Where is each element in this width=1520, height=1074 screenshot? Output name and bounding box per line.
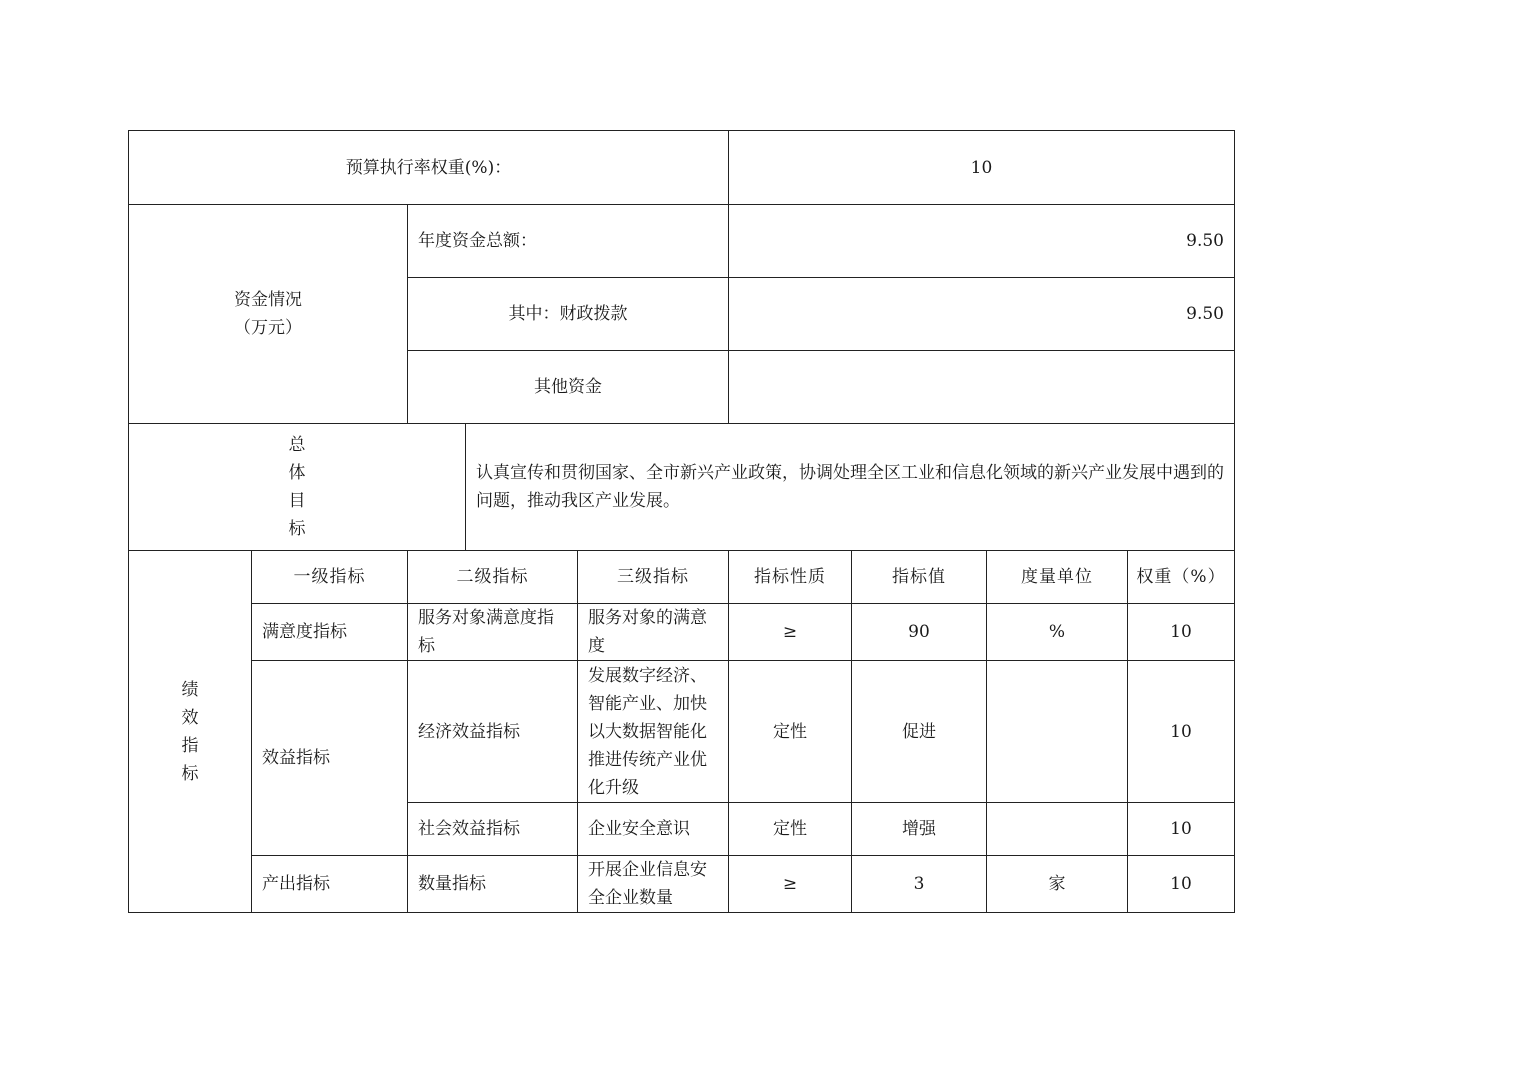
nature-cell: ≥ [729,856,852,913]
goal-label-char: 标 [288,519,306,539]
funds-label: 资金情况 [234,290,302,310]
level3-cell: 服务对象的满意度 [578,604,729,661]
nature-cell: 定性 [729,803,852,856]
goal-text-cell [466,424,1235,551]
unit-cell: 家 [987,856,1128,913]
budget-label: 预算执行率权重(%)： [345,157,512,178]
header-value: 指标值 [852,551,987,604]
funds-other-label: 其他资金 [534,377,602,397]
level2-cell: 服务对象满意度指标 [408,604,578,661]
level2-cell: 社会效益指标 [408,803,578,856]
funds-fiscal-label: 其中：财政拨款 [508,304,628,324]
level1-cell: 产出指标 [252,856,408,913]
header-level2: 二级指标 [408,551,578,604]
weight-cell: 10 [1128,803,1235,856]
indicators-label-char: 标 [181,763,199,784]
level3-cell: 开展企业信息安全企业数量 [578,856,729,913]
indicators-label-char: 效 [181,707,199,728]
unit-cell: % [987,604,1128,661]
goal-text: 认真宣传和贯彻国家、全市新兴产业政策，协调处理全区工业和信息化领域的新兴产业发展中遇到的问题，推动我区产业发展。 [476,463,1224,511]
funds-fiscal-label-cell [408,278,729,351]
nature-cell: ≥ [729,604,852,661]
goal-label-char: 总 [288,435,306,455]
level3-cell: 发展数字经济、智能产业、加快以大数据智能化推进传统产业优化升级 [578,661,729,803]
header-nature: 指标性质 [729,551,852,604]
funds-total-value-cell [729,205,1235,278]
level2-cell: 数量指标 [408,856,578,913]
value-cell: 3 [852,856,987,913]
header-level1: 一级指标 [252,551,408,604]
indicators-label-char: 绩 [181,679,199,700]
value-cell: 增强 [852,803,987,856]
funds-total-value: 9.50 [1186,231,1224,251]
weight-cell: 10 [1128,856,1235,913]
goal-label-cell [129,424,466,551]
header-unit: 度量单位 [987,551,1128,604]
goal-label-char: 体 [288,463,306,483]
level1-cell: 满意度指标 [252,604,408,661]
weight-cell: 10 [1128,661,1235,803]
header-weight: 权重（%） [1128,551,1235,604]
value-cell: 90 [852,604,987,661]
funds-other-label-cell [408,351,729,424]
funds-label-cell [129,205,408,424]
budget-value: 10 [970,157,993,178]
budget-value-cell [729,131,1235,205]
funds-other-value-cell [729,351,1235,424]
funds-total-label-cell [408,205,729,278]
indicators-label-char: 指 [181,735,199,756]
header-level3: 三级指标 [578,551,729,604]
funds-total-label: 年度资金总额： [418,231,537,251]
budget-label-cell [129,131,729,205]
level3-cell: 企业安全意识 [578,803,729,856]
level1-cell: 效益指标 [252,661,408,856]
nature-cell: 定性 [729,661,852,803]
funds-unit: （万元） [234,318,302,338]
funds-fiscal-value-cell [729,278,1235,351]
goal-label-char: 目 [288,491,306,511]
value-cell: 促进 [852,661,987,803]
unit-cell [987,661,1128,803]
level2-cell: 经济效益指标 [408,661,578,803]
funds-fiscal-value: 9.50 [1186,304,1224,324]
unit-cell [987,803,1128,856]
indicators-label-cell [129,551,252,913]
weight-cell: 10 [1128,604,1235,661]
performance-table [128,130,1235,913]
